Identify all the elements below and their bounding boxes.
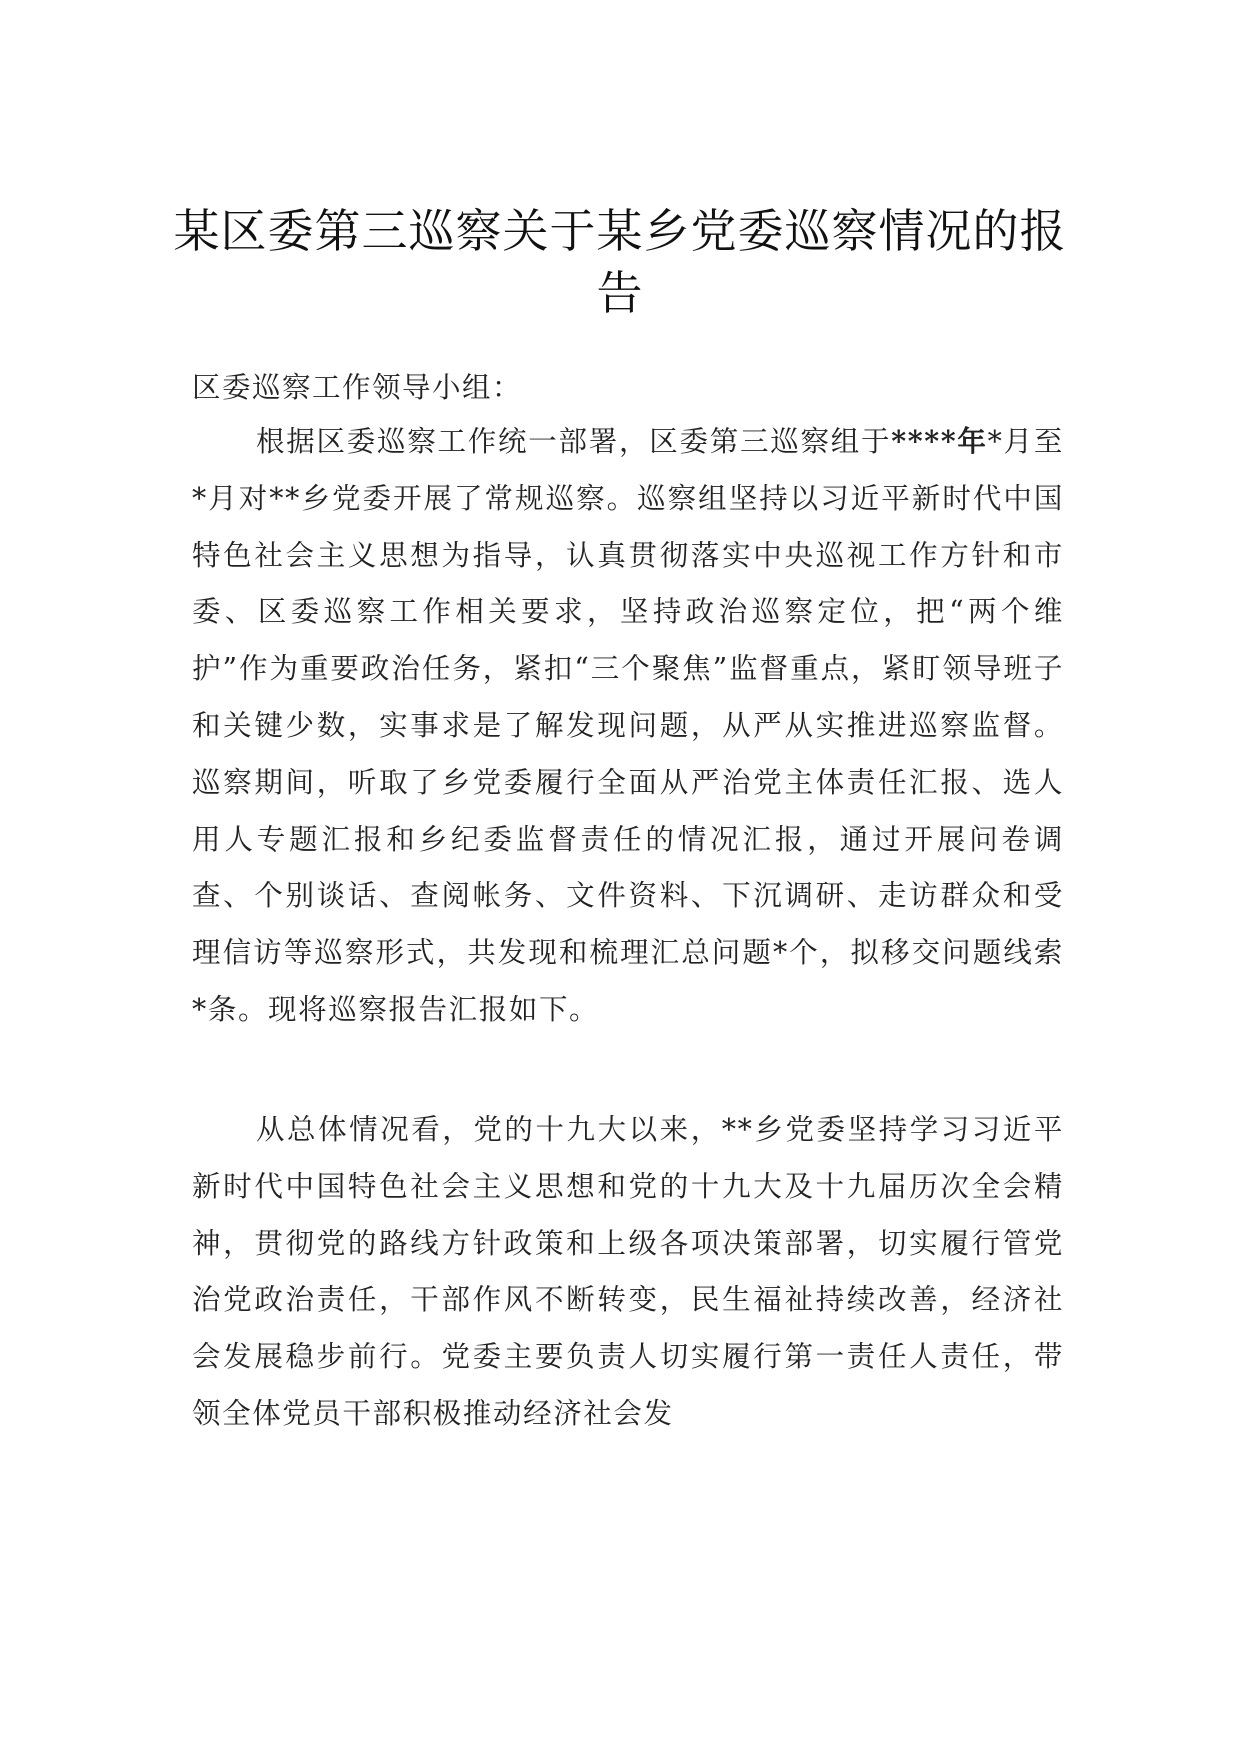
salutation: 区委巡察工作领导小组： — [192, 371, 523, 404]
paragraph-1-text-rest: *月至*月对**乡党委开展了常规巡察。巡察组坚持以习近平新时代中国特色社会主义思想为指导，认真贯彻落实中央巡视工作方针和市委、区委巡察工作相关要求，坚持政治巡察定位，把“两个维护”作为重要政治任务，紧扣“三个聚焦”监督重点，紧盯领导班子和关键少数，实事求是了解发现问题，从严从实推进巡察监督。巡察期间，听取了乡党委履行全面从严治党主体责任汇报、选人用人专题汇报和乡纪委监督责任的情况汇报，通过开展问卷调查、个别谈话、查阅帐务、文件资料、下沉调研、走访群众和受理信访等巡察形式，共发现和梳理汇总问题*个，拟移交问题线索*条。现将巡察报告汇报如下。 — [192, 425, 1064, 1026]
paragraph-1-text-start: 根据区委巡察工作统一部署，区委第三巡察组于 — [256, 425, 892, 458]
document-title: 某区委第三巡察关于某乡党委巡察情况的报告 — [173, 204, 1067, 320]
body-paragraph-2: 从总体情况看，党的十九大以来，**乡党委坚持学习习近平新时代中国特色社会主义思想和党的十九大及十九届历次全会精神，贯彻党的路线方针政策和上级各项决策部署，切实履行管党治党政治责任，干部作风不断转变，民生福祉持续改善，经济社会发展稳步前行。党委主要负责人切实履行第一责任人责任，带领全体党员干部积极推动经济社会发 — [192, 1113, 1064, 1430]
paragraph-1-year-placeholder: ****年 — [891, 424, 988, 458]
body-paragraph-1 — [192, 413, 1064, 1039]
